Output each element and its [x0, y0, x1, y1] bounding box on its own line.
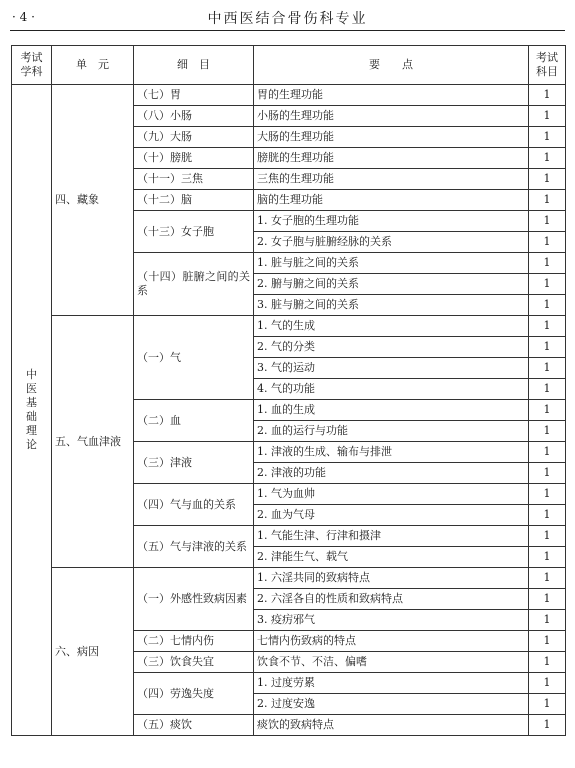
item-cell: （十一）三焦 — [134, 169, 254, 190]
point-cell: 2. 气的分类 — [254, 337, 529, 358]
point-cell: 1. 过度劳累 — [254, 673, 529, 694]
syllabus-table — [11, 45, 566, 736]
point-cell: 大肠的生理功能 — [254, 127, 529, 148]
header-unit-text: 单 元 — [76, 58, 109, 71]
point-cell: 2. 六淫各自的性质和致病特点 — [254, 589, 529, 610]
table-header-row — [12, 46, 566, 85]
level-cell: 1 — [529, 274, 566, 295]
level-cell: 1 — [529, 85, 566, 106]
item-cell: （十）膀胱 — [134, 148, 254, 169]
level-cell: 1 — [529, 547, 566, 568]
item-cell: （三）饮食失宜 — [134, 652, 254, 673]
item-cell: （九）大肠 — [134, 127, 254, 148]
point-cell: 3. 脏与腑之间的关系 — [254, 295, 529, 316]
level-cell: 1 — [529, 106, 566, 127]
point-cell: 4. 气的功能 — [254, 379, 529, 400]
level-cell: 1 — [529, 190, 566, 211]
point-cell: 1. 女子胞的生理功能 — [254, 211, 529, 232]
subject-label: 中 医 基 础 理 论 — [26, 368, 37, 451]
unit-cell: 六、病因 — [52, 568, 134, 736]
item-cell: （五）痰饮 — [134, 715, 254, 736]
level-cell: 1 — [529, 442, 566, 463]
level-cell: 1 — [529, 694, 566, 715]
point-cell: 饮食不节、不洁、偏嗜 — [254, 652, 529, 673]
table-row — [12, 568, 566, 589]
item-cell: （一）外感性致病因素 — [134, 568, 254, 631]
level-cell: 1 — [529, 715, 566, 736]
unit-cell: 五、气血津液 — [52, 316, 134, 568]
point-cell: 1. 气的生成 — [254, 316, 529, 337]
unit-cell: 四、藏象 — [52, 85, 134, 316]
point-cell: 七情内伤致病的特点 — [254, 631, 529, 652]
point-cell: 2. 血为气母 — [254, 505, 529, 526]
level-cell: 1 — [529, 652, 566, 673]
level-cell: 1 — [529, 505, 566, 526]
header-item-text: 细 目 — [177, 58, 210, 71]
point-cell: 1. 血的生成 — [254, 400, 529, 421]
level-cell: 1 — [529, 253, 566, 274]
level-cell: 1 — [529, 337, 566, 358]
level-cell: 1 — [529, 631, 566, 652]
item-cell: （七）胃 — [134, 85, 254, 106]
table-row — [12, 85, 566, 106]
level-cell: 1 — [529, 610, 566, 631]
point-cell: 2. 腑与腑之间的关系 — [254, 274, 529, 295]
point-cell: 1. 六淫共同的致病特点 — [254, 568, 529, 589]
table-row — [12, 316, 566, 337]
header-point — [254, 46, 529, 85]
level-cell: 1 — [529, 169, 566, 190]
level-cell: 1 — [529, 316, 566, 337]
point-cell: 膀胱的生理功能 — [254, 148, 529, 169]
page-header — [10, 6, 565, 28]
point-cell: 痰饮的致病特点 — [254, 715, 529, 736]
header-subject-text: 考试 学科 — [20, 51, 43, 78]
header-unit — [52, 46, 134, 85]
level-cell: 1 — [529, 379, 566, 400]
point-cell: 2. 津液的功能 — [254, 463, 529, 484]
subject-cell — [12, 85, 52, 736]
level-cell: 1 — [529, 589, 566, 610]
level-cell: 1 — [529, 421, 566, 442]
level-cell: 1 — [529, 295, 566, 316]
point-cell: 脑的生理功能 — [254, 190, 529, 211]
page-number: · 4 · — [12, 10, 35, 24]
header-subject — [12, 46, 52, 85]
point-cell: 三焦的生理功能 — [254, 169, 529, 190]
point-cell: 1. 脏与脏之间的关系 — [254, 253, 529, 274]
level-cell: 1 — [529, 127, 566, 148]
item-cell: （四）劳逸失度 — [134, 673, 254, 715]
item-cell: （二）七情内伤 — [134, 631, 254, 652]
item-cell: （三）津液 — [134, 442, 254, 484]
item-cell: （十二）脑 — [134, 190, 254, 211]
point-cell: 1. 气为血帅 — [254, 484, 529, 505]
item-cell: （八）小肠 — [134, 106, 254, 127]
header-level — [529, 46, 566, 85]
book-title: 中西医结合骨伤科专业 — [207, 11, 368, 27]
level-cell: 1 — [529, 148, 566, 169]
point-cell: 1. 津液的生成、输布与排泄 — [254, 442, 529, 463]
item-cell: （十四）脏腑之间的关系 — [134, 253, 254, 316]
level-cell: 1 — [529, 211, 566, 232]
item-cell: （四）气与血的关系 — [134, 484, 254, 526]
level-cell: 1 — [529, 484, 566, 505]
header-rule — [10, 30, 565, 31]
point-cell: 2. 过度安逸 — [254, 694, 529, 715]
level-cell: 1 — [529, 358, 566, 379]
level-cell: 1 — [529, 232, 566, 253]
table-body — [12, 85, 566, 736]
point-cell: 2. 血的运行与功能 — [254, 421, 529, 442]
level-cell: 1 — [529, 463, 566, 484]
level-cell: 1 — [529, 526, 566, 547]
point-cell: 3. 气的运动 — [254, 358, 529, 379]
header-level-text: 考试 科目 — [536, 51, 558, 78]
level-cell: 1 — [529, 673, 566, 694]
item-cell: （五）气与津液的关系 — [134, 526, 254, 568]
item-cell: （一）气 — [134, 316, 254, 400]
point-cell: 3. 疫疠邪气 — [254, 610, 529, 631]
level-cell: 1 — [529, 400, 566, 421]
point-cell: 2. 津能生气、载气 — [254, 547, 529, 568]
item-cell: （二）血 — [134, 400, 254, 442]
point-cell: 2. 女子胞与脏腑经脉的关系 — [254, 232, 529, 253]
point-cell: 小肠的生理功能 — [254, 106, 529, 127]
level-cell: 1 — [529, 568, 566, 589]
point-cell: 胃的生理功能 — [254, 85, 529, 106]
point-cell: 1. 气能生津、行津和摄津 — [254, 526, 529, 547]
header-item — [134, 46, 254, 85]
item-cell: （十三）女子胞 — [134, 211, 254, 253]
header-point-text: 要 点 — [369, 58, 413, 71]
